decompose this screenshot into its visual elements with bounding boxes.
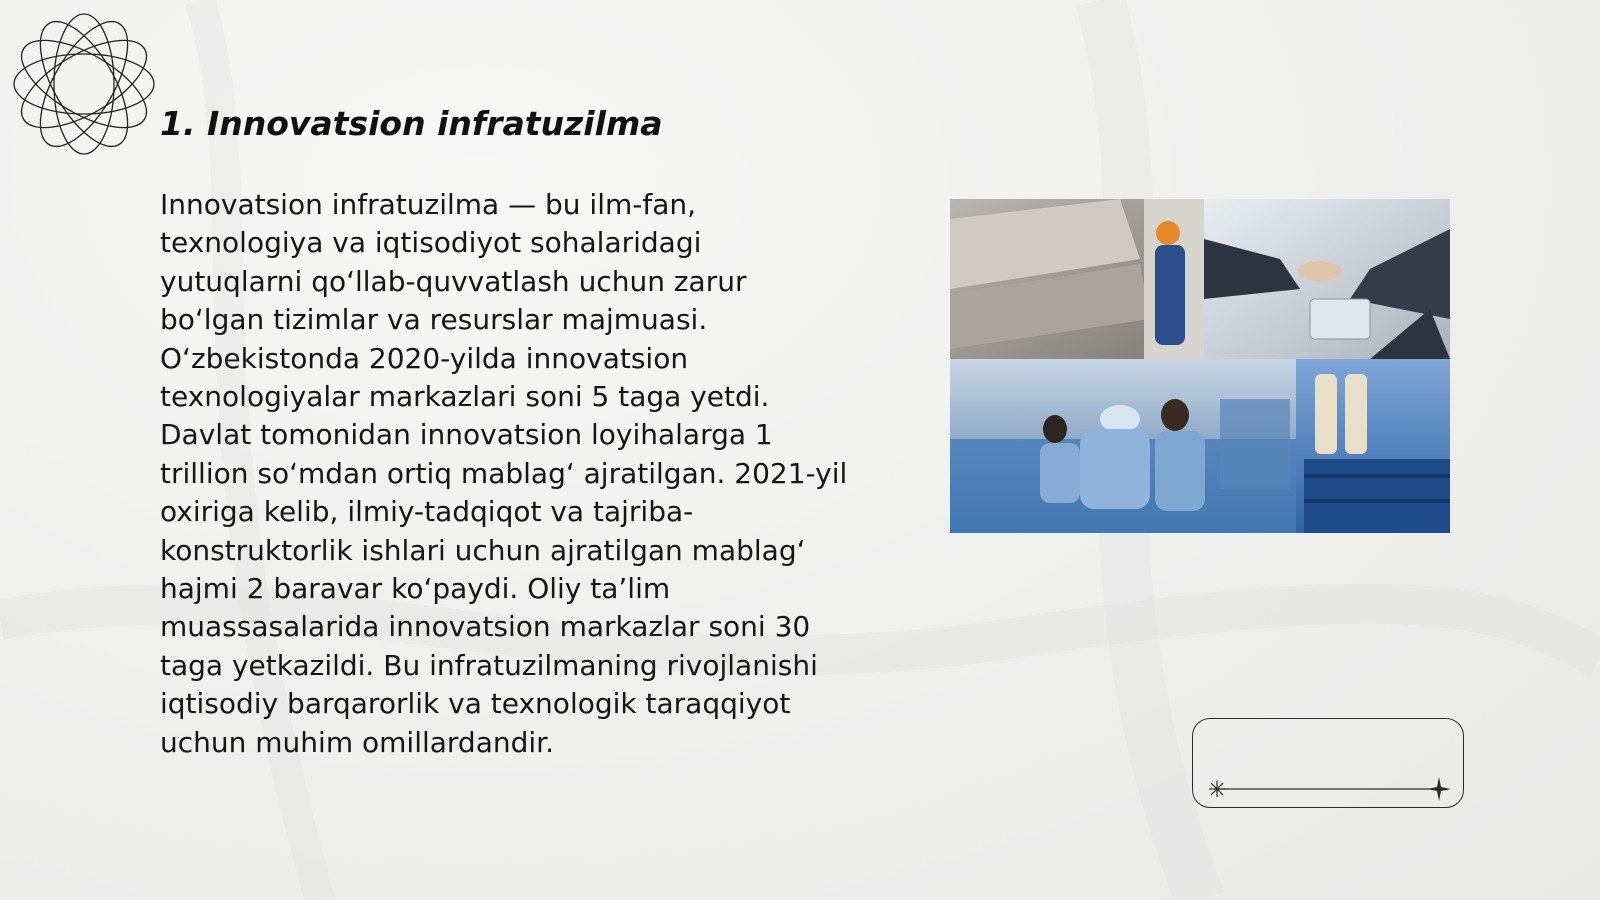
industrial-plant-photo <box>1296 359 1450 533</box>
sparkle-cross-icon <box>1427 777 1451 801</box>
industry-photo-collage <box>950 199 1450 533</box>
textile-factory-workers-photo <box>950 359 1296 533</box>
business-handshake-photo <box>1204 199 1450 359</box>
slide-title: 1. Innovatsion infratuzilma <box>160 104 663 143</box>
construction-worker-photo <box>950 199 1204 359</box>
decorative-frame <box>1192 718 1464 808</box>
orbit-rings-icon <box>10 10 158 158</box>
body-paragraph: Innovatsion infratuzilma — bu ilm-fan, texnologiya va iqtisodiyot sohalaridagi yutuqlarni qo‘llab-quvvatlash uchun zarur bo‘lgan tizimlar va resurslar majmuasi. O‘zbekistonda 2020-yilda innovatsion texnologiyalar markazlari soni 5 taga yetdi. Davlat tomonidan innovatsion loyihalarga 1 trillion so‘mdan ortiq mablag‘ ajratilgan. 2021-yil oxiriga kelib, ilmiy-tadqiqot va tajriba-konstruktorlik ishlari uchun ajratilgan mablag‘ hajmi 2 baravar ko‘paydi. Oliy ta’lim muassasalarida innovatsion markazlar soni 30 taga yetkazildi. Bu infratuzilmaning rivojlanishi iqtisodiy barqarorlik va texnologik taraqqiyot uchun muhim omillardandir. <box>160 188 848 759</box>
decorative-line <box>1193 719 1465 809</box>
starburst-icon <box>1209 781 1225 797</box>
